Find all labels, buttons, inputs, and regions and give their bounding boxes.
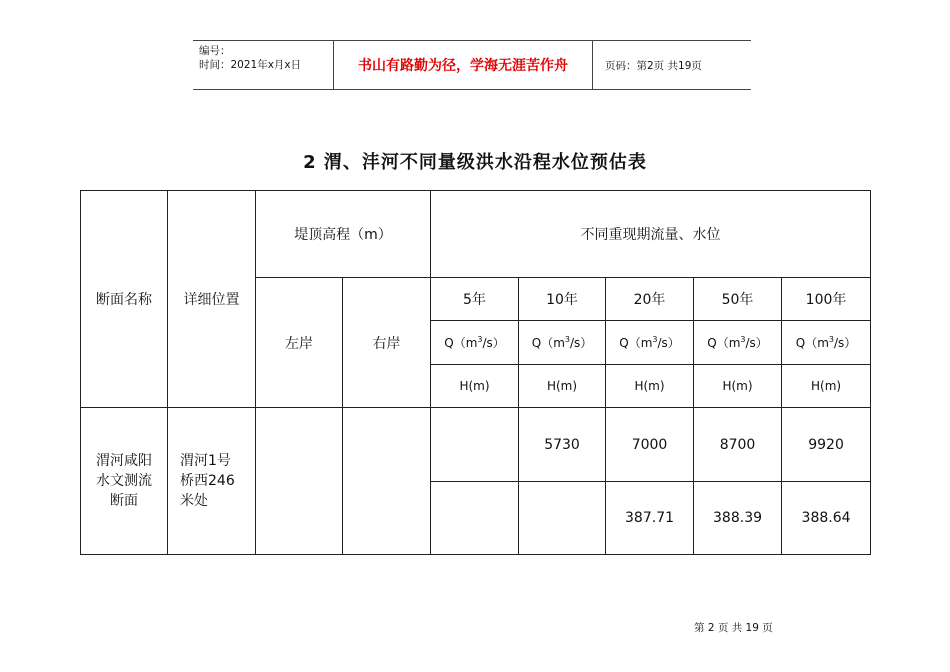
period-10yr: 10年 — [519, 278, 606, 321]
header-page-label: 页码：第2页 共19页 — [605, 59, 702, 72]
q-unit-50yr: $Q(m^3/s)$ — [694, 321, 782, 365]
period-50yr: 50年 — [694, 278, 782, 321]
period-20yr: 20年 — [606, 278, 694, 321]
level-10yr — [519, 482, 606, 555]
level-50yr: 388.39 — [694, 482, 782, 555]
header-meta — [193, 41, 334, 89]
q-unit-5yr: $Q(m^3/s)$ — [431, 321, 519, 365]
header-left-bank: 左岸 — [256, 278, 343, 408]
row-left-bank — [256, 408, 343, 555]
h-unit-5yr: H(m) — [431, 365, 519, 408]
header-motto: 书山有路勤为径，学海无涯苦作舟 — [334, 41, 593, 89]
serial-label: 编号： — [199, 45, 231, 57]
h-unit-10yr: H(m) — [519, 365, 606, 408]
q-unit-20yr: $Q(m^3/s)$ — [606, 321, 694, 365]
flow-5yr — [431, 408, 519, 482]
level-100yr: 388.64 — [782, 482, 871, 555]
flow-50yr: 8700 — [694, 408, 782, 482]
h-unit-100yr: H(m) — [782, 365, 871, 408]
row-location: 渭河1号 桥西246 米处 — [168, 408, 256, 555]
header-levee-elevation: 堤顶高程（m） — [256, 191, 431, 278]
period-100yr: 100年 — [782, 278, 871, 321]
q-unit-100yr: $Q(m^3/s)$ — [782, 321, 871, 365]
period-5yr: 5年 — [431, 278, 519, 321]
page-footer: 第 2 页 共 19 页 — [694, 622, 773, 634]
flow-100yr: 9920 — [782, 408, 871, 482]
flow-10yr: 5730 — [519, 408, 606, 482]
header-section-name: 断面名称 — [81, 191, 168, 408]
h-unit-20yr: H(m) — [606, 365, 694, 408]
flow-20yr: 7000 — [606, 408, 694, 482]
header-flow-level: 不同重现期流量、水位 — [431, 191, 871, 278]
row-section-name: 渭河咸阳 水文测流 断面 — [81, 408, 168, 555]
header-right-bank: 右岸 — [343, 278, 431, 408]
row-right-bank — [343, 408, 431, 555]
level-20yr: 387.71 — [606, 482, 694, 555]
flood-level-table — [80, 190, 871, 555]
level-5yr — [431, 482, 519, 555]
header-location: 详细位置 — [168, 191, 256, 408]
q-unit-10yr: $Q(m^3/s)$ — [519, 321, 606, 365]
page-header — [193, 40, 751, 90]
document-title: 2 渭、沣河不同量级洪水沿程水位预估表 — [303, 152, 647, 173]
time-label: 时间：2021年x月x日 — [199, 59, 302, 71]
h-unit-50yr: H(m) — [694, 365, 782, 408]
